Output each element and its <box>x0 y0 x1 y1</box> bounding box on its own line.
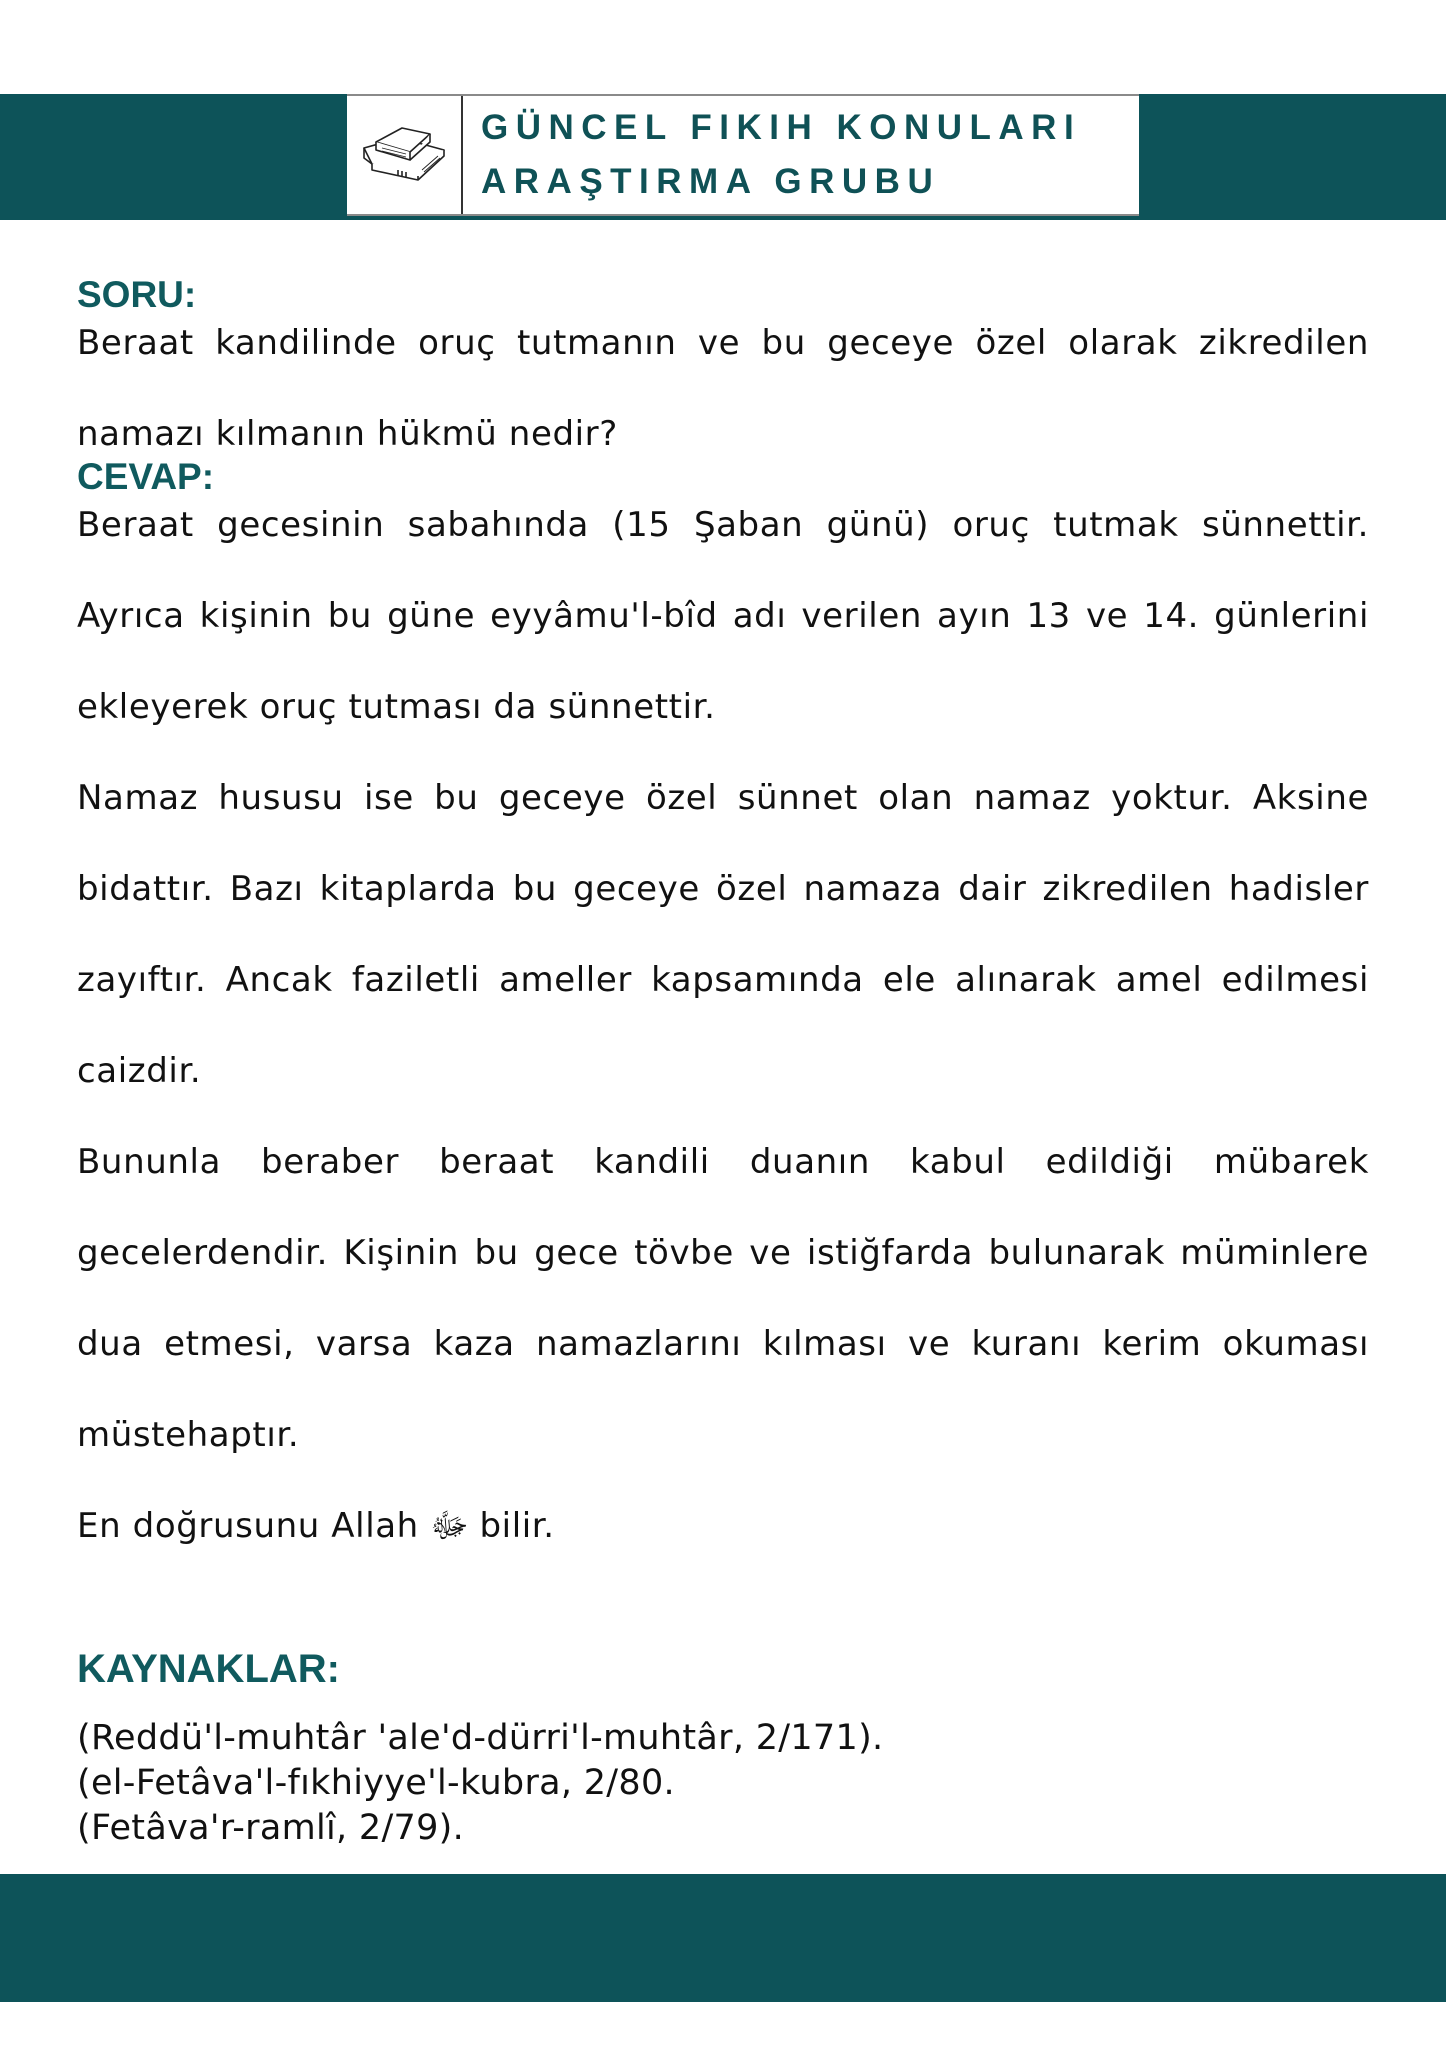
main-content <box>77 270 1369 1572</box>
source-item: (Reddü'l-muhtâr 'ale'd-dürri'l-muhtâr, 2/171). <box>77 1718 884 1758</box>
source-item: (Fetâva'r-ramlî, 2/79). <box>77 1808 465 1848</box>
closing-text-after: bilir. <box>479 1506 555 1546</box>
answer-paragraph-1: Beraat gecesinin sabahında (15 Şaban günü) oruç tutmak sünnettir. Ayrıca kişinin bu güne eyyâmu'l-bîd adı verilen ayın 13 ve 14. günlerini ekleyerek oruç tutması da sünnettir. <box>77 505 1369 727</box>
source-item: (el-Fetâva'l-fıkhiyye'l-kubra, 2/80. <box>77 1763 675 1803</box>
sources-heading: KAYNAKLAR: <box>77 1647 340 1691</box>
answer-paragraph-3: Bununla beraber beraat kandili duanın kabul edildiği mübarek gecelerdendir. Kişinin bu gece tövbe ve istiğfarda bulunarak müminlere dua etmesi, varsa kaza namazlarını kılması ve kuranı kerim okuması müstehaptır. <box>77 1142 1369 1455</box>
header-title <box>463 96 1139 214</box>
closing-line <box>77 1481 1369 1572</box>
sources-list <box>77 1716 883 1851</box>
logo <box>347 96 463 214</box>
answer-paragraph-2: Namaz hususu ise bu geceye özel sünnet olan namaz yoktur. Aksine bidattır. Bazı kitaplarda bu geceye özel namaza dair zikredilen hadisler zayıftır. Ancak faziletli ameller kapsamında ele alınarak amel edilmesi caizdir. <box>77 778 1369 1091</box>
header-title-line-1: GÜNCEL FIKIH KONULARI <box>481 108 1082 147</box>
question-heading: SORU: <box>77 274 197 315</box>
header-title-box <box>347 94 1139 216</box>
books-icon <box>358 118 450 192</box>
closing-text-before: En doğrusunu Allah <box>77 1506 419 1546</box>
question-text: Beraat kandilinde oruç tutmanın ve bu geceye özel olarak zikredilen namazı kılmanın hükmü nedir? <box>77 323 1369 454</box>
answer-heading: CEVAP: <box>77 456 215 497</box>
jalla-jalaluhu-icon: ﷻ <box>430 1506 469 1546</box>
header-title-line-2: ARAŞTIRMA GRUBU <box>481 162 941 201</box>
footer-band <box>0 1874 1446 2002</box>
